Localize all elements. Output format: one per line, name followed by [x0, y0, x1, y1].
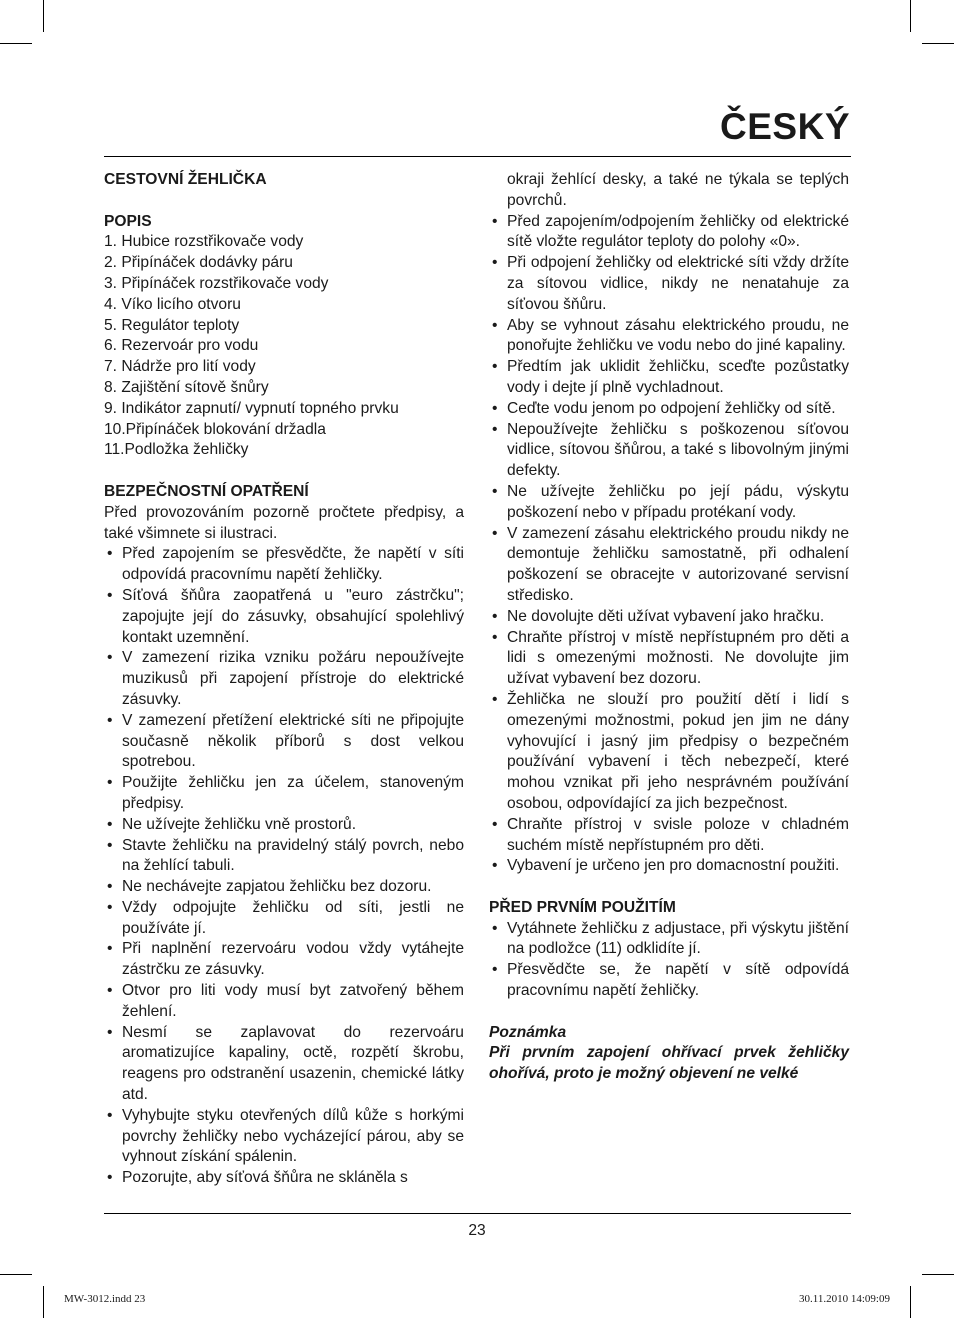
- list-item: • Ne užívejte žehličku po její pádu, výskytu poškození nebo v případu protékaní vody.: [489, 482, 849, 524]
- list-item: 7. Nádrže pro lití vody: [104, 358, 256, 376]
- safety-list-continued: [489, 212, 849, 878]
- list-item: • Před zapojením/odpojením žehličky od elektrické sítě vložte regulátor teploty do polohy «0».: [489, 212, 849, 254]
- list-item: 6. Rezervoár pro vodu: [104, 337, 259, 355]
- safety-heading: BEZPEČNOSTNÍ OPATŘENÍ: [104, 482, 309, 500]
- list-item: 3. Připínáček rozstřikovače vody: [104, 274, 329, 292]
- list-item: • Předtím jak uklidit žehličku, sceďte pozůstatky vody i dejte jí plně vychladnout.: [489, 357, 849, 399]
- list-item: • V zamezení rizika vzniku požáru nepoužívejte muzikusů při zapojení přístroje do elektrické zásuvky.: [104, 648, 464, 710]
- list-item: • Stavte žehličku na pravidelný stálý povrch, nebo na žehlící tabuli.: [104, 836, 464, 878]
- list-item: • Před zapojením se přesvědčte, že napětí v síti odpovídá pracovnímu napětí žehličky.: [104, 544, 464, 586]
- list-item: • Vybavení je určeno jen pro domacnostní použiti.: [489, 856, 849, 877]
- list-item: 10.Připínáček blokování držadla: [104, 420, 326, 438]
- list-item: • Ne dovolujte děti užívat vybavení jako hračku.: [489, 607, 849, 628]
- list-item: • Síťová šňůra zaopatřená u "euro zástrčku"; zapojujte její do zásuvky, obsahující spolehlivý kontakt uzemnění.: [104, 586, 464, 648]
- right-column: [489, 170, 849, 1085]
- list-item: • Pozorujte, aby síťová šňůra ne skláněla s: [104, 1168, 464, 1189]
- list-item: 11.Podložka žehličky: [104, 441, 249, 459]
- list-item: • Nesmí se zaplavovat do rezervoáru aromatizujíce kapaliny, octě, rozpětí škrobu, reagens pro odstranění usazenin, chemické látky atd.: [104, 1023, 464, 1106]
- header-rule: [104, 156, 851, 157]
- left-column: [104, 170, 464, 1189]
- crop-mark: [910, 0, 911, 32]
- crop-mark: [922, 1274, 954, 1275]
- list-item: • Vždy odpojujte žehličku od síti, jestli ne používáte jí.: [104, 898, 464, 940]
- list-item: • Při naplnění rezervoáru vodou vždy vytáhejte zástrčku ze zásuvky.: [104, 939, 464, 981]
- list-item: • Žehlička ne slouží pro použití dětí i lidí s omezenými možnostmi, pokud jen jim ne dány vyhovující i jasný jim předpisy o bezpečném používání vybavení i těch nebezpečí, které mohou vznikat při jeho nesprávném používání osobou, odpovídající za jich bezpečnost.: [489, 690, 849, 815]
- list-item: • Ne užívejte žehličku vně prostorů.: [104, 815, 464, 836]
- crop-mark: [0, 1274, 32, 1275]
- list-item: • V zamezení přetížení elektrické síti ne připojujte současně několik příborů s dost velkou spotrebou.: [104, 711, 464, 773]
- page-title: ČESKÝ: [720, 106, 850, 147]
- list-item: • Přesvědčte se, že napětí v sítě odpovídá pracovnímu napětí žehličky.: [489, 960, 849, 1002]
- list-item: 1. Hubice rozstřikovače vody: [104, 233, 304, 251]
- list-item: • Vyhybujte styku otevřených dílů kůže s horkými povrchy žehličky nebo vycházející párou, aby se vyhnout získání spálenin.: [104, 1106, 464, 1168]
- list-item: 4. Víko licího otvoru: [104, 295, 241, 313]
- list-item: • Chraňte přístroj v svisle poloze v chladném suchém místě nepřístupném pro děti.: [489, 815, 849, 857]
- note-text: Při prvním zapojení ohřívací prvek žehličky ohořívá, proto je možný objevení ne velké: [489, 1044, 849, 1083]
- list-item: 9. Indikátor zapnutí/ vypnutí topného prvku: [104, 399, 399, 417]
- page-number: 23: [468, 1222, 486, 1239]
- crop-mark: [43, 0, 44, 32]
- list-item: • Chraňte přístroj v místě nepřístupném pro děti a lidi s omezenými možnosti. Ne dovolujte jim užívat vybavení bez dozoru.: [489, 628, 849, 690]
- safety-list: [104, 544, 464, 1189]
- list-item: • Ne nechávejte zapjatou žehličku bez dozoru.: [104, 877, 464, 898]
- section-heading: CESTOVNÍ ŽEHLIČKA: [104, 171, 267, 188]
- first-use-list: [489, 919, 849, 1002]
- popis-heading: POPIS: [104, 212, 152, 230]
- crop-mark: [922, 43, 954, 44]
- footer-rule: [104, 1213, 851, 1214]
- list-item: • Ceďte vodu jenom po odpojení žehličky od sítě.: [489, 399, 849, 420]
- list-item: • Vytáhnete žehličku z adjustace, při výskytu jištění na podložce (11) odklidíte jí.: [489, 919, 849, 961]
- list-item: 2. Připínáček dodávky páru: [104, 254, 293, 272]
- list-item: 5. Regulátor teploty: [104, 316, 240, 334]
- print-datetime: 30.11.2010 14:09:09: [799, 1293, 890, 1305]
- list-item: • Nepoužívejte žehličku s poškozenou síťovou vidlice, sítovou šňůrou, a také s libovolným jinými defekty.: [489, 420, 849, 482]
- list-item: • Použijte žehličku jen za účelem, stanoveným předpisy.: [104, 773, 464, 815]
- list-item: 8. Zajištění sítově šnůry: [104, 378, 269, 396]
- first-use-heading: PŘED PRVNÍM POUŽITÍM: [489, 898, 676, 916]
- list-item: • Aby se vyhnout zásahu elektrického proudu, ne ponořujte žehličku ve vodu nebo do jiné kapaliny.: [489, 316, 849, 358]
- list-item: • Otvor pro liti vody musí byt zatvořený během žehlení.: [104, 981, 464, 1023]
- crop-mark: [43, 1286, 44, 1318]
- continued-text: okraji žehlící desky, a také ne týkala se teplých povrchů.: [507, 171, 849, 209]
- list-item: • Při odpojení žehličky od elektrické síti vždy držíte za sítovou vidlice, nikdy ne nenatahuje za síťovou šňůru.: [489, 253, 849, 315]
- crop-mark: [0, 43, 32, 44]
- parts-list: [104, 232, 464, 461]
- crop-mark: [910, 1286, 911, 1318]
- list-item: • V zamezení zásahu elektrického proudu nikdy ne demontuje žehličku samostatně, při odhalení poškození se obracejte v autorizované servisní středisko.: [489, 524, 849, 607]
- safety-intro: Před provozováním pozorně pročtete předpisy, a také všimnete si ilustraci.: [104, 503, 464, 542]
- file-info: MW-3012.indd 23: [64, 1293, 146, 1305]
- note-heading: Poznámka: [489, 1023, 567, 1041]
